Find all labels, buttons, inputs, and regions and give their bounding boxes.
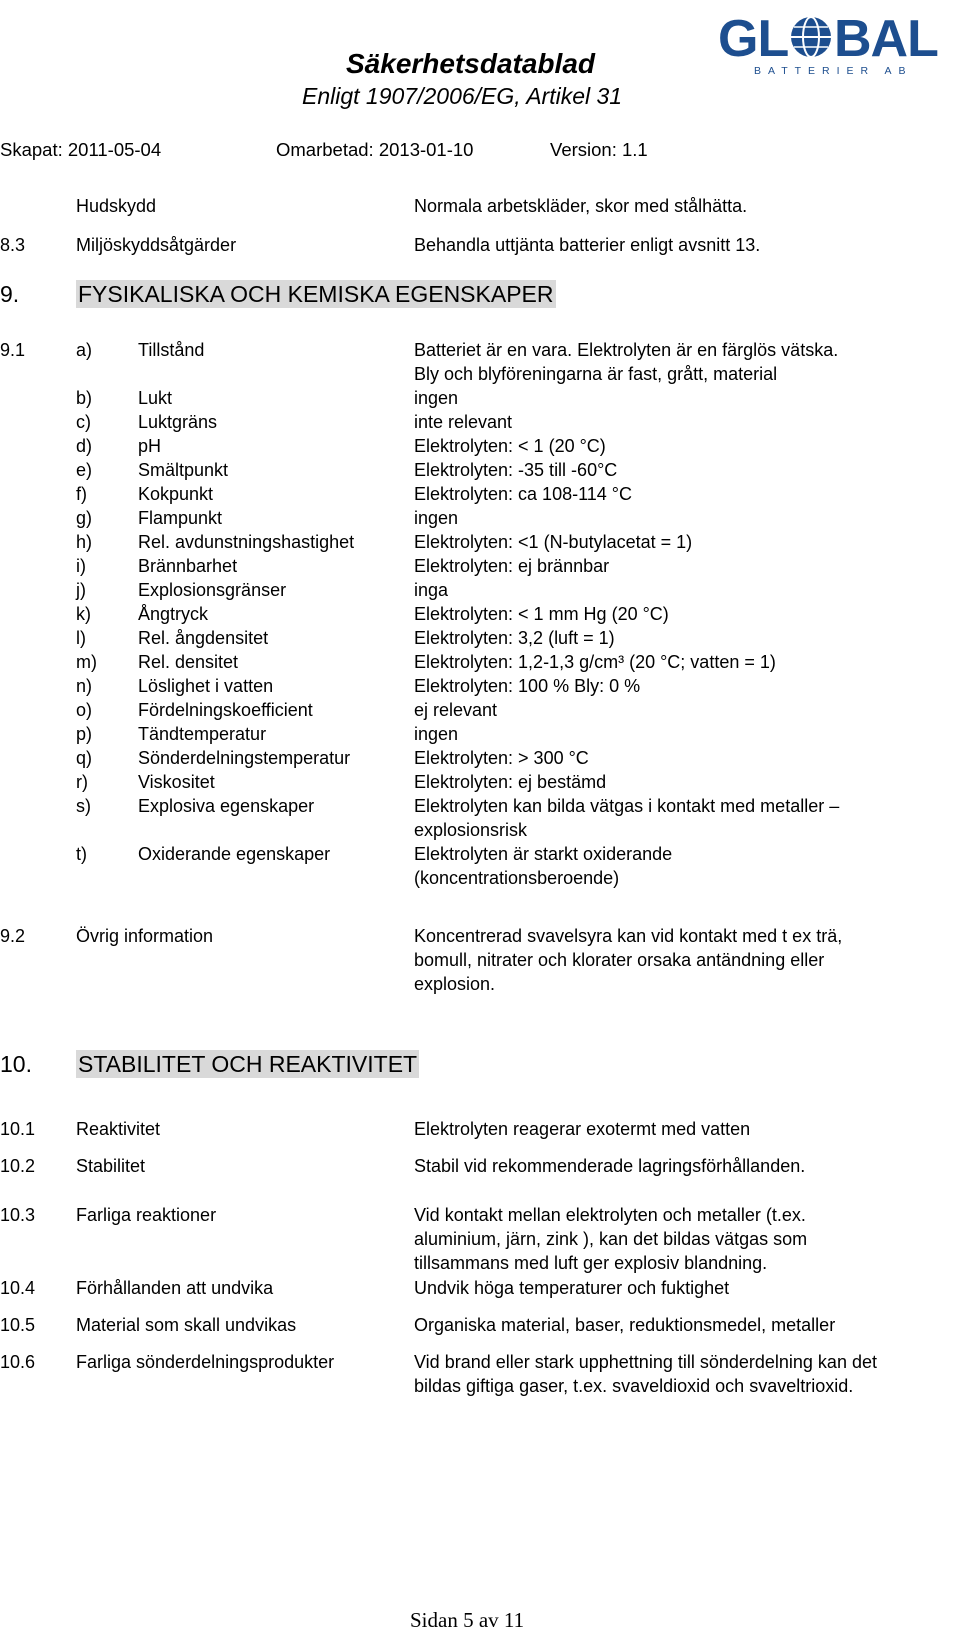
item-label: Rel. densitet (138, 652, 239, 672)
hudskydd-value: Normala arbetskläder, skor med stålhätta. (414, 196, 748, 216)
item-value: ingen (414, 508, 459, 528)
row-9-2-value-line: bomull, nitrater och klorater orsaka antändning eller (414, 950, 825, 970)
item-label: Viskositet (138, 772, 215, 792)
row-9-2-value-line: Koncentrerad svavelsyra kan vid kontakt med t ex trä, (414, 926, 843, 946)
row-10-5-label: Material som skall undvikas (76, 1315, 297, 1335)
row-10-1-label: Reaktivitet (76, 1119, 161, 1139)
document-subtitle: Enligt 1907/2006/EG, Artikel 31 (302, 83, 623, 109)
item-value: Elektrolyten: ej brännbar (414, 556, 610, 576)
row-10-4-value-line: Undvik höga temperaturer och fuktighet (414, 1278, 730, 1298)
item-label: Explosiva egenskaper (138, 796, 315, 816)
item-value: Elektrolyten: -35 till -60°C (414, 460, 618, 480)
row-10-6-value-line: Vid brand eller stark upphettning till sönderdelning kan det (414, 1352, 877, 1372)
row-8-3-number: 8.3 (0, 235, 26, 255)
item-value-continued: Bly och blyföreningarna är fast, grått, material (414, 364, 778, 384)
item-label: Explosionsgränser (138, 580, 287, 600)
section-9-heading: FYSIKALISKA OCH KEMISKA EGENSKAPER (78, 281, 554, 307)
global-batterier-logo (718, 6, 948, 78)
item-value: Elektrolyten: ej bestämd (414, 772, 607, 792)
svg-text:BAL: BAL (834, 10, 938, 66)
item-letter: l) (76, 628, 86, 648)
item-label: Rel. ångdensitet (138, 628, 269, 648)
item-value: Elektrolyten är starkt oxiderande (414, 844, 673, 864)
item-label: Luktgräns (138, 412, 218, 432)
item-value: inga (414, 580, 449, 600)
item-letter: g) (76, 508, 93, 528)
item-label: Fördelningskoefficient (138, 700, 313, 720)
item-label: Tändtemperatur (138, 724, 267, 744)
page-number: Sidan 5 av 11 (410, 1608, 525, 1632)
item-value: Elektrolyten: ca 108-114 °C (414, 484, 632, 504)
item-letter: a) (76, 340, 93, 360)
logo-tagline: BATTERIER AB (754, 65, 913, 77)
item-label: Ångtryck (138, 604, 209, 624)
item-letter: q) (76, 748, 93, 768)
item-value: ej relevant (414, 700, 498, 720)
row-10-3-value-line: tillsammans med luft ger explosiv blandning. (414, 1253, 768, 1273)
item-letter: o) (76, 700, 93, 720)
item-value: Elektrolyten kan bilda vätgas i kontakt med metaller – (414, 796, 840, 816)
section-10-heading: STABILITET OCH REAKTIVITET (78, 1051, 418, 1077)
row-10-1-value-line: Elektrolyten reagerar exotermt med vatten (414, 1119, 751, 1139)
item-value: Elektrolyten: 1,2-1,3 g/cm³ (20 °C; vatten = 1) (414, 652, 776, 672)
row-8-3-label: Miljöskyddsåtgärder (76, 235, 237, 255)
item-value: Elektrolyten: < 1 mm Hg (20 °C) (414, 604, 669, 624)
row-10-3-label: Farliga reaktioner (76, 1205, 217, 1225)
item-letter: e) (76, 460, 93, 480)
item-label: Lukt (138, 388, 173, 408)
row-9-2-number: 9.2 (0, 926, 26, 946)
item-label: Brännbarhet (138, 556, 238, 576)
row-10-1-number: 10.1 (0, 1119, 36, 1139)
item-value: Elektrolyten: 3,2 (luft = 1) (414, 628, 615, 648)
item-letter: d) (76, 436, 93, 456)
item-label: Smältpunkt (138, 460, 229, 480)
item-label: Rel. avdunstningshastighet (138, 532, 355, 552)
item-value: ingen (414, 724, 459, 744)
item-value: Elektrolyten: 100 % Bly: 0 % (414, 676, 641, 696)
item-label: Flampunkt (138, 508, 223, 528)
row-8-3-value: Behandla uttjänta batterier enligt avsnitt 13. (414, 235, 761, 255)
row-10-4-label: Förhållanden att undvika (76, 1278, 274, 1298)
item-value: Elektrolyten: <1 (N-butylacetat = 1) (414, 532, 693, 552)
item-value: Elektrolyten: > 300 °C (414, 748, 589, 768)
item-value: Elektrolyten: < 1 (20 °C) (414, 436, 606, 456)
item-letter: k) (76, 604, 91, 624)
item-letter: i) (76, 556, 86, 576)
row-10-5-value-line: Organiska material, baser, reduktionsmedel, metaller (414, 1315, 836, 1335)
item-value: inte relevant (414, 412, 513, 432)
row-10-2-value-line: Stabil vid rekommenderade lagringsförhållanden. (414, 1156, 806, 1176)
item-label: Sönderdelningstemperatur (138, 748, 351, 768)
version: Version: 1.1 (550, 139, 648, 160)
item-letter: b) (76, 388, 93, 408)
section-10-number: 10. (0, 1051, 32, 1077)
row-9-2-value-line: explosion. (414, 974, 496, 994)
item-letter: c) (76, 412, 91, 432)
item-letter: n) (76, 676, 93, 696)
row-10-2-number: 10.2 (0, 1156, 36, 1176)
hudskydd-label: Hudskydd (76, 196, 157, 216)
row-10-3-value-line: aluminium, järn, zink ), kan det bildas vätgas som (414, 1229, 808, 1249)
item-value-continued: explosionsrisk (414, 820, 528, 840)
section-9-number: 9. (0, 281, 20, 307)
item-letter: p) (76, 724, 93, 744)
row-10-6-label: Farliga sönderdelningsprodukter (76, 1352, 335, 1372)
row-10-3-number: 10.3 (0, 1205, 36, 1225)
row-9-2-label: Övrig information (76, 926, 214, 946)
item-letter: s) (76, 796, 91, 816)
item-letter: t) (76, 844, 87, 864)
row-10-2-label: Stabilitet (76, 1156, 146, 1176)
row-9-1-number: 9.1 (0, 340, 26, 360)
item-label: Oxiderande egenskaper (138, 844, 331, 864)
item-label: Kokpunkt (138, 484, 214, 504)
item-label: Löslighet i vatten (138, 676, 274, 696)
item-letter: f) (76, 484, 87, 504)
item-letter: h) (76, 532, 93, 552)
item-value: Batteriet är en vara. Elektrolyten är en färglös vätska. (414, 340, 839, 360)
row-10-6-number: 10.6 (0, 1352, 36, 1372)
globe-icon (718, 6, 948, 66)
row-10-6-value-line: bildas giftiga gaser, t.ex. svaveldioxid och svaveltrioxid. (414, 1376, 854, 1396)
item-value-continued: (koncentrationsberoende) (414, 868, 620, 888)
item-label: pH (138, 436, 162, 456)
item-letter: j) (76, 580, 86, 600)
item-label: Tillstånd (138, 340, 205, 360)
created-date: Skapat: 2011-05-04 (0, 139, 162, 160)
item-letter: m) (76, 652, 97, 672)
row-10-4-number: 10.4 (0, 1278, 36, 1298)
row-10-5-number: 10.5 (0, 1315, 36, 1335)
document-title: Säkerhetsdatablad (346, 48, 595, 79)
svg-text:GL: GL (718, 10, 789, 66)
item-value: ingen (414, 388, 459, 408)
item-letter: r) (76, 772, 88, 792)
revised-date: Omarbetad: 2013-01-10 (276, 139, 474, 160)
row-10-3-value-line: Vid kontakt mellan elektrolyten och metaller (t.ex. (414, 1205, 806, 1225)
